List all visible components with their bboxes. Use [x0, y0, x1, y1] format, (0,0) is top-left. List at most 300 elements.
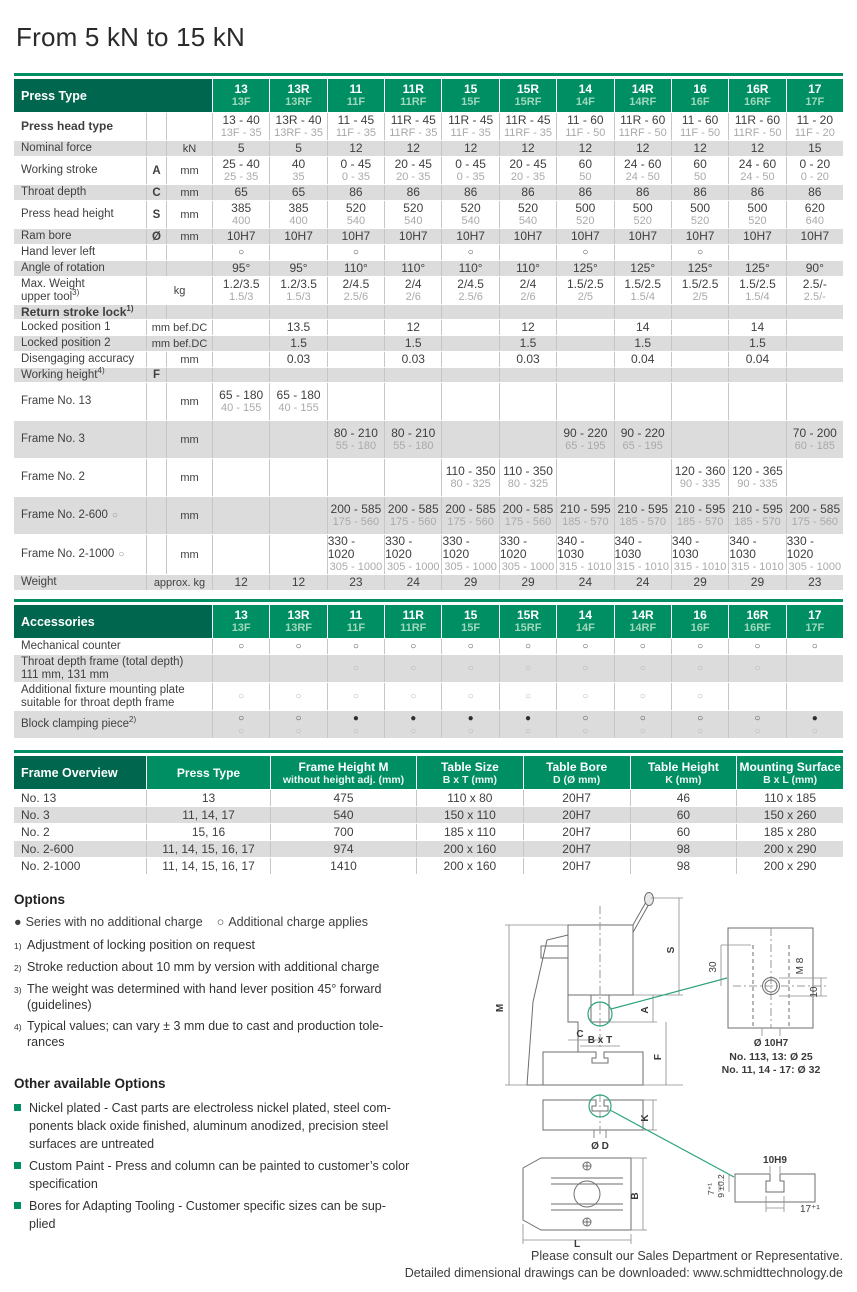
- table-cell: [671, 320, 728, 335]
- column-header: 13 13F: [212, 79, 269, 112]
- table-cell: ○: [786, 639, 843, 654]
- table-cell: 23: [786, 575, 843, 590]
- table-cell: 1.5: [728, 336, 785, 351]
- table-row: [14, 682, 843, 710]
- table-cell: ○ ○: [556, 711, 613, 738]
- column-header: 16 16F: [671, 605, 728, 638]
- table-cell: ● ○: [327, 711, 384, 738]
- accessories-table-body: [14, 638, 843, 738]
- frame-overview-table-body: [14, 789, 843, 874]
- row-letter: [146, 305, 166, 319]
- table-cell: ○: [327, 639, 384, 654]
- table-cell: ○: [671, 683, 728, 710]
- table-row: [14, 319, 843, 335]
- table-cell: ○ ○: [614, 711, 671, 738]
- table-cell: 86: [728, 185, 785, 200]
- table-cell: 110 x 80: [416, 790, 523, 806]
- table-cell: 110°: [327, 261, 384, 276]
- table-cell: ○: [212, 245, 269, 260]
- table-cell: 95°: [212, 261, 269, 276]
- table-cell: ○: [671, 655, 728, 682]
- table-cell: 60 50: [671, 157, 728, 184]
- table-cell: ○ ○: [728, 711, 785, 738]
- row-label: Frame No. 2-600 ○: [21, 509, 118, 521]
- table-cell: [269, 459, 326, 496]
- row-label: Frame No. 13: [21, 395, 92, 407]
- table-cell: 11 - 20 11F - 20: [786, 113, 843, 140]
- column-header: 16R 16RF: [728, 79, 785, 112]
- row-label: Frame No. 2: [21, 471, 85, 483]
- table-cell: 65: [212, 185, 269, 200]
- row-letter: F: [146, 368, 166, 382]
- table-cell: [728, 245, 785, 260]
- table-cell: ○: [499, 655, 556, 682]
- column-header: 13 13F: [212, 605, 269, 638]
- footnote: 3) The weight was determined with hand lever position 45° forward (guidelines): [14, 982, 382, 1012]
- table-row: [14, 496, 843, 534]
- table-cell: 12: [556, 141, 613, 156]
- table-cell: 86: [499, 185, 556, 200]
- options-heading: Options: [14, 892, 65, 907]
- table-cell: 10H7: [212, 229, 269, 244]
- table-cell: 2/4 2/6: [384, 277, 441, 304]
- row-label: Throat depth frame (total depth) 111 mm, 131 mm: [21, 655, 184, 681]
- options-legend: [14, 915, 472, 929]
- table-row: [14, 260, 843, 276]
- table-cell: ● ○: [499, 711, 556, 738]
- frame-overview-table-header: [14, 756, 843, 789]
- table-cell: 12: [499, 141, 556, 156]
- table-cell: 13 - 40 13F - 35: [212, 113, 269, 140]
- row-unit: mm: [166, 201, 212, 228]
- green-square-bullet: [14, 1162, 21, 1169]
- row-unit: mm: [166, 157, 212, 184]
- dim-label-L: L: [573, 1239, 581, 1248]
- table-cell: ○: [441, 245, 498, 260]
- table-cell: [327, 320, 384, 335]
- table-cell: [212, 459, 269, 496]
- table-cell: 65 - 180 40 - 155: [212, 383, 269, 420]
- table-cell: 520 540: [441, 201, 498, 228]
- table-cell: 12: [384, 141, 441, 156]
- row-unit: mm: [166, 459, 212, 496]
- row-letter: [146, 261, 166, 276]
- table-cell: 10H7: [441, 229, 498, 244]
- table-cell: [728, 683, 785, 710]
- table-cell: 80 - 210 55 - 180: [327, 421, 384, 458]
- table-cell: ○: [212, 683, 269, 710]
- table-cell: 46: [630, 790, 737, 806]
- table-cell: ○: [614, 639, 671, 654]
- column-header: 13R 13RF: [269, 605, 326, 638]
- table-cell: 185 x 110: [416, 824, 523, 840]
- table-cell: [212, 336, 269, 351]
- table-cell: ○: [327, 245, 384, 260]
- bore-note-1: No. 113, 13: Ø 25: [729, 1051, 813, 1063]
- row-label: Working stroke: [21, 164, 98, 176]
- table-row: [14, 638, 843, 654]
- table-cell: 11 - 60 11F - 50: [556, 113, 613, 140]
- table-cell: 10H7: [728, 229, 785, 244]
- table-cell: 1.2/3.5 1.5/3: [212, 277, 269, 304]
- footer-line-2: Detailed dimensional drawings can be downloaded: www.schmidttechnology.de: [404, 1266, 843, 1280]
- page-title: From 5 kN to 15 kN: [16, 22, 245, 52]
- column-header: 11R 11RF: [384, 605, 441, 638]
- table-cell: [786, 352, 843, 367]
- row-label: Frame No. 2-1000 ○: [21, 548, 125, 560]
- table-cell: 86: [614, 185, 671, 200]
- table-cell: 150 x 110: [416, 807, 523, 823]
- press-side-view: [527, 893, 654, 1086]
- table-cell: [556, 305, 613, 319]
- dim-label-M8: M 8: [795, 957, 806, 975]
- table-cell: ○: [269, 683, 326, 710]
- table-cell: ○: [499, 683, 556, 710]
- column-header: Table Size B x T (mm): [416, 756, 523, 789]
- row-label: Locked position 2: [21, 337, 111, 349]
- table-cell: [614, 245, 671, 260]
- table-cell: [212, 655, 269, 682]
- table-cell: ● ○: [786, 711, 843, 738]
- table-cell: 29: [671, 575, 728, 590]
- table-cell: 24 - 60 24 - 50: [728, 157, 785, 184]
- row-unit: [166, 305, 212, 319]
- table-cell: [327, 352, 384, 367]
- table-cell: 90°: [786, 261, 843, 276]
- table-cell: 11 - 60 11F - 50: [671, 113, 728, 140]
- table-cell: 210 - 595 185 - 570: [614, 497, 671, 534]
- table-cell: 23: [327, 575, 384, 590]
- table-cell: 700: [270, 824, 416, 840]
- table-cell: [556, 459, 613, 496]
- bore-note-2: No. 11, 14 - 17: Ø 32: [721, 1064, 821, 1076]
- table-cell: [499, 368, 556, 382]
- row-unit: mm: [166, 383, 212, 420]
- table-cell: 0.04: [728, 352, 785, 367]
- table-cell: ○: [441, 655, 498, 682]
- table-cell: 11R - 45 11RF - 35: [384, 113, 441, 140]
- table-cell: [499, 383, 556, 420]
- table-cell: [728, 383, 785, 420]
- other-options-section: [14, 1076, 472, 1233]
- green-rule: [14, 750, 843, 753]
- table-cell: [384, 245, 441, 260]
- table-cell: 200 x 160: [416, 841, 523, 857]
- dim-label-M: M: [495, 1003, 506, 1013]
- column-header: 15R 15RF: [499, 605, 556, 638]
- table-cell: ○ ○: [212, 711, 269, 738]
- table-cell: [384, 305, 441, 319]
- table-cell: [441, 352, 498, 367]
- table-cell: 24: [614, 575, 671, 590]
- column-header: 14R 14RF: [614, 605, 671, 638]
- table-cell: [212, 497, 269, 534]
- table-cell: ○: [556, 655, 613, 682]
- green-rule: [14, 599, 843, 602]
- table-row: [14, 228, 843, 244]
- table-cell: 0 - 45 0 - 35: [441, 157, 498, 184]
- table-cell: ○: [441, 683, 498, 710]
- table-cell: 0.03: [384, 352, 441, 367]
- table-cell: [671, 421, 728, 458]
- table-cell: [556, 368, 613, 382]
- table-cell: 1410: [270, 858, 416, 874]
- table-row: [14, 351, 843, 367]
- table-cell: 13.5: [269, 320, 326, 335]
- table-cell: [269, 245, 326, 260]
- row-unit: mm: [166, 535, 212, 574]
- table-row: [14, 458, 843, 496]
- row-unit: mm: [166, 352, 212, 367]
- row-unit: [166, 113, 212, 140]
- table-cell: 340 - 1030 315 - 1010: [557, 534, 612, 573]
- table-row: [14, 156, 843, 184]
- table-cell: 13: [146, 790, 270, 806]
- table-cell: 12: [327, 141, 384, 156]
- table-cell: [614, 368, 671, 382]
- table-cell: 330 - 1020 305 - 1000: [499, 534, 555, 573]
- table-cell: 120 - 360 90 - 335: [671, 459, 728, 496]
- column-header: 16R 16RF: [728, 605, 785, 638]
- row-unit: mm: [166, 421, 212, 458]
- table-cell: 200 - 585 175 - 560: [786, 497, 843, 534]
- callout-lines: [588, 978, 734, 1177]
- footnote: 2) Stroke reduction about 10 mm by version with additional charge: [14, 960, 380, 974]
- table-cell: [556, 320, 613, 335]
- dim-label-A: A: [640, 1006, 651, 1014]
- table-cell: [441, 336, 498, 351]
- table-cell: 10H7: [786, 229, 843, 244]
- table-plan-view: [523, 1158, 631, 1230]
- dim-label-17: 17⁺¹: [800, 1204, 820, 1215]
- table-cell: 200 x 290: [736, 858, 843, 874]
- table-cell: ○: [499, 639, 556, 654]
- column-header: Table Bore D (Ø mm): [523, 756, 630, 789]
- table-cell: 125°: [614, 261, 671, 276]
- table-cell: ○: [384, 683, 441, 710]
- dim-label-10: 10: [809, 986, 820, 998]
- green-rule: [14, 73, 843, 76]
- table-cell: [786, 459, 843, 496]
- table-cell: No. 2: [21, 825, 50, 839]
- table-cell: [499, 421, 556, 458]
- table-cell: 90 - 220 65 - 195: [556, 421, 613, 458]
- table-cell: 210 - 595 185 - 570: [728, 497, 785, 534]
- table-cell: 340 - 1030 315 - 1010: [729, 534, 784, 573]
- row-letter: [146, 383, 166, 420]
- table-cell: 40 35: [269, 157, 326, 184]
- table-cell: [728, 305, 785, 319]
- table-cell: 1.5: [499, 336, 556, 351]
- table-row: [14, 710, 843, 738]
- table-cell: 1.5: [384, 336, 441, 351]
- table-cell: 330 - 1020 305 - 1000: [442, 534, 497, 573]
- table-cell: ○: [327, 683, 384, 710]
- row-label: Locked position 1: [21, 321, 111, 333]
- table-cell: [786, 305, 843, 319]
- row-unit: mm: [166, 185, 212, 200]
- table-cell: [556, 383, 613, 420]
- table-row: [14, 335, 843, 351]
- table-cell: [786, 383, 843, 420]
- row-label: Disengaging accuracy: [21, 353, 135, 365]
- table-cell: 385 400: [212, 201, 269, 228]
- row-letter: [146, 245, 166, 260]
- table-cell: 11, 14, 15, 16, 17: [146, 841, 270, 857]
- table-row: [14, 244, 843, 260]
- footer-line-1: Please consult our Sales Department or Representative.: [531, 1249, 843, 1263]
- table-cell: ○: [556, 639, 613, 654]
- table-title: Press Type: [14, 79, 212, 112]
- row-label: Hand lever left: [21, 246, 96, 258]
- table-cell: 200 x 160: [416, 858, 523, 874]
- table-cell: 2/4.5 2.5/6: [327, 277, 384, 304]
- row-letter: [146, 141, 166, 156]
- table-cell: 65: [269, 185, 326, 200]
- table-cell: 0 - 45 0 - 35: [327, 157, 384, 184]
- footer-note: [405, 1248, 843, 1282]
- table-cell: ○: [614, 655, 671, 682]
- row-letter: [146, 352, 166, 367]
- table-cell: 2/4 2/6: [499, 277, 556, 304]
- table-cell: ○: [671, 639, 728, 654]
- row-unit: [166, 245, 212, 260]
- table-cell: 14: [728, 320, 785, 335]
- table-cell: 86: [327, 185, 384, 200]
- table-cell: 520 540: [384, 201, 441, 228]
- table-cell: ○: [556, 245, 613, 260]
- row-unit: approx. kg: [146, 575, 212, 590]
- table-cell: [786, 336, 843, 351]
- table-cell: [269, 421, 326, 458]
- row-label: Press head height: [21, 208, 114, 220]
- table-row: [14, 534, 843, 574]
- other-options-list: [14, 1099, 472, 1233]
- table-cell: 24: [384, 575, 441, 590]
- press-type-table: [14, 73, 843, 590]
- table-cell: 2/4.5 2.5/6: [441, 277, 498, 304]
- table-cell: 500 520: [556, 201, 613, 228]
- table-cell: ○: [728, 655, 785, 682]
- table-cell: ○: [384, 639, 441, 654]
- table-cell: ○: [269, 639, 326, 654]
- row-unit: mm: [166, 229, 212, 244]
- options-section: [14, 890, 472, 1253]
- table-cell: ● ○: [441, 711, 498, 738]
- table-cell: [786, 368, 843, 382]
- table-cell: 1.5: [269, 336, 326, 351]
- table-cell: ○: [671, 245, 728, 260]
- table-cell: 10H7: [556, 229, 613, 244]
- ram-bore-detail-view: [721, 928, 828, 1036]
- table-cell: 330 - 1020 305 - 1000: [786, 534, 842, 573]
- table-cell: 12: [614, 141, 671, 156]
- table-cell: 200 - 585 175 - 560: [384, 497, 441, 534]
- table-cell: [441, 305, 498, 319]
- dim-label-10H7: Ø 10H7: [753, 1038, 789, 1049]
- table-cell: 0.03: [499, 352, 556, 367]
- table-cell: ○ ○: [269, 711, 326, 738]
- table-cell: ○: [728, 639, 785, 654]
- table-cell: 11R - 45 11F - 35: [441, 113, 498, 140]
- row-label: Ram bore: [21, 230, 72, 242]
- table-cell: 540: [270, 807, 416, 823]
- table-cell: [614, 459, 671, 496]
- dim-label-K: K: [640, 1114, 651, 1122]
- table-cell: [327, 368, 384, 382]
- table-cell: [671, 352, 728, 367]
- table-cell: 200 - 585 175 - 560: [441, 497, 498, 534]
- legend-item: ● Series with no additional charge: [14, 915, 203, 929]
- green-square-bullet: [14, 1104, 21, 1111]
- dim-label-C: C: [576, 1029, 584, 1040]
- footnote: 1) Adjustment of locking position on request: [14, 938, 255, 952]
- column-header: 15R 15RF: [499, 79, 556, 112]
- table-cell: [212, 368, 269, 382]
- table-cell: 0 - 20 0 - 20: [786, 157, 843, 184]
- table-cell: 620 640: [786, 201, 843, 228]
- table-cell: 520 540: [327, 201, 384, 228]
- table-cell: 500 520: [728, 201, 785, 228]
- table-cell: ● ○: [384, 711, 441, 738]
- table-cell: 95°: [269, 261, 326, 276]
- table-cell: 12: [384, 320, 441, 335]
- table-cell: 110 x 185: [736, 790, 843, 806]
- table-cell: [269, 655, 326, 682]
- table-cell: 0.04: [614, 352, 671, 367]
- dim-label-BxT: B x T: [587, 1035, 613, 1046]
- table-cell: 11, 14, 15, 16, 17: [146, 858, 270, 874]
- table-cell: 70 - 200 60 - 185: [786, 421, 843, 458]
- table-cell: 20H7: [523, 807, 630, 823]
- table-cell: 20H7: [523, 841, 630, 857]
- row-label: Block clamping piece$^{2)}$: [21, 715, 137, 730]
- table-cell: 210 - 595 185 - 570: [556, 497, 613, 534]
- row-label: Max. Weight upper tool$^{3)}$: [21, 277, 85, 303]
- table-cell: 520 540: [499, 201, 556, 228]
- table-cell: 29: [499, 575, 556, 590]
- table-cell: [384, 368, 441, 382]
- table-cell: [327, 336, 384, 351]
- table-cell: 65 - 180 40 - 155: [269, 383, 326, 420]
- table-cell: 330 - 1020 305 - 1000: [327, 534, 383, 573]
- row-unit: mm bef.DC: [146, 320, 212, 335]
- table-cell: [671, 305, 728, 319]
- column-header: 11R 11RF: [384, 79, 441, 112]
- table-cell: 15, 16: [146, 824, 270, 840]
- table-cell: No. 2-600: [21, 842, 74, 856]
- table-row: [14, 574, 843, 590]
- table-cell: 340 - 1030 315 - 1010: [671, 534, 727, 573]
- table-cell: 20H7: [523, 858, 630, 874]
- table-cell: [212, 352, 269, 367]
- table-cell: 1.5/2.5 2/5: [671, 277, 728, 304]
- table-cell: 5: [269, 141, 326, 156]
- column-header: Frame Height M without height adj. (mm): [270, 756, 416, 789]
- column-header: 11 11F: [327, 605, 384, 638]
- table-cell: 20 - 45 20 - 35: [499, 157, 556, 184]
- table-cell: 98: [630, 841, 737, 857]
- row-label: Angle of rotation: [21, 262, 105, 274]
- table-cross-section-view: [543, 1094, 643, 1138]
- table-row: [14, 420, 843, 458]
- table-cell: [499, 305, 556, 319]
- table-row: [14, 789, 843, 806]
- table-cell: [327, 305, 384, 319]
- table-cell: 12: [212, 575, 269, 590]
- table-cell: [556, 352, 613, 367]
- row-unit: [166, 261, 212, 276]
